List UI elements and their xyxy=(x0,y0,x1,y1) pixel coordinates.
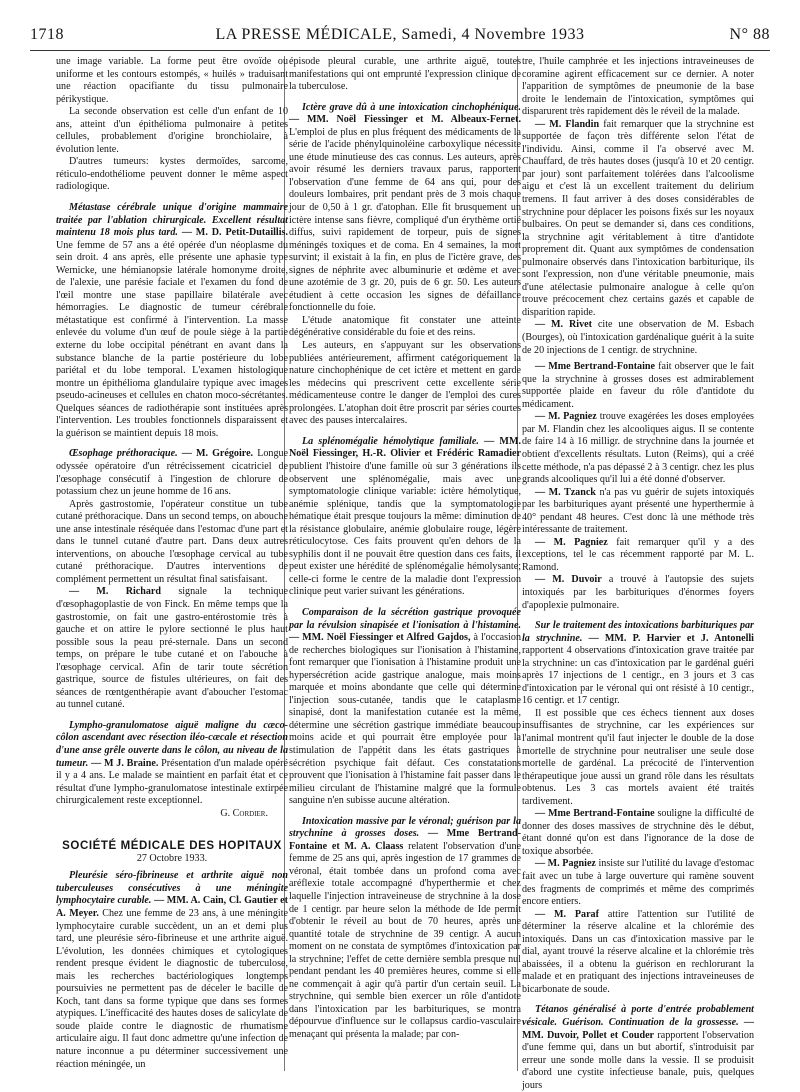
remark xyxy=(522,858,754,908)
article-author: — M. Grégoire. xyxy=(181,448,254,460)
remark xyxy=(522,319,754,357)
article-title: Tétanos généralisé à porte d'entrée probablement vésicale. Guérison. Continuation de la grossesse. xyxy=(522,1004,754,1029)
paragraph: La seconde observation est celle d'un enfant de 10 ans, atteint d'un épithélioma pulmonaire à petites cellules, probablement d'origine bronchiolaire, à évolution lente. xyxy=(56,106,288,155)
remark xyxy=(522,574,754,612)
remark xyxy=(522,537,754,575)
remark-text: attire l'attention sur l'utilité de déterminer la réserve alcaline et la chlorémie des intoxiqués. Dans un cas d'intoxication massive par le dial, ayant trouvé la réserve alcaline et la chlorémie très abaissées, il a obtenu la guérison en rechlorurant la malade et en pratiquant des injections intraveineuses de bicarbonate de soude. xyxy=(522,908,754,995)
article-author: — MM. Noël Fiessinger et Alfred Gajdos, xyxy=(289,632,471,644)
remark-author: — Mme Bertrand-Fontaine xyxy=(535,361,656,373)
article-title: Comparaison de la sécrétion gastrique provoquée par la révulsion sinapisée et l'ionisation à l'histamine. xyxy=(289,606,521,631)
remark xyxy=(522,808,754,858)
remark xyxy=(522,119,754,320)
article-title: Sur le traitement des intoxications barbituriques par la strychnine. xyxy=(522,620,754,644)
remark-author: — M. Pagniez xyxy=(535,858,596,870)
article xyxy=(56,870,288,1071)
remark-text: fait remarquer que la strychnine est supportée de façon très différente selon l'état de l'individu. Ainsi, comme il l'a observé avec M. Chauffard, de très hautes doses (jusqu'à 10 et 20 centigr. par jour) sont parfaitement tolérées dans l'alcoolisme aigu et c'est là un excellent traitement du delirium tremens. Il faut arriver à des doses considérables de strychnine pour déplacer les poisons fixés sur les noyaux bulbaires. On peut se demander si, dans ces conditions, la strychnine agit véritablement à titre d'antidote proprement dit. Quant aux symptômes de condensation pulmonaire observés dans l'intoxication barbiturique, ils sont l'expression, non d'une véritable pneumonie, mais d'une atélectasie pulmonaire analogue à celle qu'on trouve précocement chez certains gazés et capable de disparition rapide. xyxy=(522,118,754,318)
page-number: 1718 xyxy=(30,26,64,43)
article-title: Intoxication massive par le véronal; guérison par la strychnine à grosses doses. xyxy=(289,815,521,840)
society-date: 27 Octobre 1933. xyxy=(136,852,208,864)
article xyxy=(56,448,288,498)
article-author: — MM. Noël Fiessinger, H.-R. Olivier et Frédéric Ramadier xyxy=(289,435,522,460)
article-author: — MM. Duvoir, Pollet et Couder xyxy=(522,1017,754,1041)
article-title: Pleurésie séro-fibrineuse et arthrite aiguë non tuberculeuses consécutives à une méningite lymphocytaire curable. xyxy=(56,870,288,907)
article-author: — MM. P. Harvier et J. Antonelli xyxy=(588,632,754,644)
remark xyxy=(522,487,754,537)
remark-text: fait observer que le fait que la strychnine à grosses doses est admirablement supportée plaide en faveur du rôle d'antidote du médicament. xyxy=(522,361,755,410)
remark-author: — M. Tzanck xyxy=(535,486,596,498)
remark-author: — M. Pagniez xyxy=(535,411,597,423)
paragraph: une image variable. La forme peut être ovoïde ou uniforme et les contours estompés, « huilés » traduisant une réaction opacifiante du tissu pulmonaire périkystique. xyxy=(56,56,288,105)
paragraph: L'étude anatomique fit constater une atteinte dégénérative considérable du foie et des reins. xyxy=(289,314,521,339)
column-2 xyxy=(289,56,521,1071)
article xyxy=(56,720,288,808)
paragraph: Il est possible que ces échecs tiennent aux doses insuffisantes de strychnine, car les expériences sur l'animal montrent qu'il faut injecter le double de la dose mortelle de strychnine pour neutraliser une seule dose mortelle de gardénal. La précocité de l'intervention thérapeutique joue aussi un grand rôle dans les résultats obtenus. Les 3 cas mortels avaient été traités tardivement. xyxy=(522,707,754,807)
remark-author: — M. Rivet xyxy=(535,319,592,331)
remark-text: souligne la difficulté de donner des doses massives de strychnine dès le début, étant donné qu'on est dans l'ignorance de la dose de toxique absorbée. xyxy=(522,808,754,857)
header-rule xyxy=(30,50,770,51)
remark-author: — M. Flandin xyxy=(535,118,600,130)
article-text: Présentation d'un malade opéré il y a 4 ans. Le malade se maintient en parfait état et ce résultat d'une lympho-granulomatose intestinale extirpée chirurgicalement reste exceptionnel. xyxy=(56,757,288,807)
journal-title: LA PRESSE MÉDICALE, Samedi, 4 Novembre 1933 xyxy=(215,26,585,43)
article-text: rapportent 4 observations d'intoxication grave traitée par la strychnine: un cas d'intoxication par le gardénal guéri après 17 injections de 1 centigr., en 3 jours et 3 cas d'intoxication par le véronal qui ont résisté à 10 centigr., 16 centigr. et 17 centigr. xyxy=(522,645,754,707)
remark xyxy=(522,909,754,997)
article xyxy=(56,202,288,440)
article-author: — MM. A. Cain, Cl. Gautier et A. Meyer. xyxy=(56,895,288,919)
article xyxy=(522,620,754,708)
article xyxy=(289,816,521,1042)
remark-author: — M. Duvoir xyxy=(535,574,602,586)
article xyxy=(289,436,521,599)
article-text: à l'occasion de recherches biologiques sur l'ionisation à l'histamine, font remarquer que l'ionisation à l'histamine produit une hypersécrétion acide gastrique analogue, mais moins marquée et moins abondante que celle qui détermine l'injection sous-cutanée, tandis que le cataplasme sinapisé, dont la manifestation cutanée est la même, détermine une sécrétion gastrique immédiate beaucoup moins acide et qui pourrait être employée pour la stimulation de l'appétit dans les états gastriques à sécrétion psychique fait défaut. Ces constatations prouvent que l'ionisation à l'histamine fait passer dans le milieu circulant de l'histamine malgré que la formule sanguine n'en subisse aucune altération. xyxy=(289,632,521,807)
article-author: — MM. Noël Fiessinger et M. Albeaux-Fernet. xyxy=(289,114,521,126)
article-author: — M. D. Petit-Dutaillis. xyxy=(181,227,288,239)
remark xyxy=(522,411,754,486)
column-1 xyxy=(56,56,288,1071)
paragraph: tre, l'huile camphrée et les injections intraveineuses de coramine agirent efficacement sur ce dernier. A noter l'apparition de symptômes de pneumonie de la base droite le lendemain de l'intoxication, symptômes qui disparurent très rapidement dès le réveil de la malade. xyxy=(522,56,754,118)
article-title: Métastase cérébrale unique d'origine mammaire traitée par l'ablation chirurgicale. Excellent résultat maintenu 18 mois plus tard. xyxy=(56,202,288,239)
remark-text: cite une observation de M. Esbach (Bourges), où l'intoxication gardénalique guérit à la suite de 20 injections de 1 centigr. de strychnine. xyxy=(522,319,754,356)
remark-author: — M. Pagniez xyxy=(535,536,608,548)
paragraph: D'autres tumeurs: kystes dermoïdes, sarcome, réticulo-endothéliome peuvent donner le même aspect radiologique. xyxy=(56,156,288,193)
signature: G. Cordier. xyxy=(220,807,268,819)
remark-author: — M. Paraf xyxy=(535,908,599,920)
article-author: — Mme Bertrand-Fontaine et M. A. Claass xyxy=(289,828,521,852)
paragraph: épisode pleural curable, une arthrite aiguë, toutes manifestations qui ont emprunté l'expression clinique de la tuberculose. xyxy=(289,56,521,93)
article-title: Ictère grave dû à une intoxication cinchophénique. xyxy=(302,101,521,113)
society-heading: SOCIÉTÉ MÉDICALE DES HOPITAUX xyxy=(62,840,282,853)
article-text: L'emploi de plus en plus fréquent des médicaments de la série de l'acide phénylquinoléine carboxylique nécessite une étude minutieuse des cas connus. Les auteurs, après avoir résumé les derniers travaux parus, rapportent l'observation d'une femme de 64 ans qui, pour des douleurs lombaires, prit pendant près de 3 mois chaque jour de 0,50 à 1 gr. d'atophan. Elle fit brusquement un ictère intense sans fièvre, compliqué d'un érythème ortié diffus, suivi rapidement de torpeur, puis de signes méningés toxiques et de coma. En 4 semaines, la mort survint; il existait à la fin, en plus de l'ictère grave, des signes de néphrite avec albuminurie et œdème et avec une azotémie de 3 gr. 20, puis de 6 gr. 50. Les auteurs étudient à cette occasion les signes de défaillance fonctionnelle du foie. xyxy=(289,126,521,314)
article-text: publient l'histoire d'une famille où sur 3 générations ils observent une splénomégalie, mais avec une symptomatologie clinique variable: ictère hémolytique, anémie splénique, tandis que la symptomatologie hématique était presque toujours la même: diminution de la résistance globulaire, anémie globulaire rouge, légère réticulocytose. Ces faits prouvent qu'en dehors de la syphilis dont il ne pouvait être question dans ces faits, il peut exister une hérédité de splénomégalie hémolysante; celle-ci forme le centre de la maladie dont l'expression clinique peut varier suivant les générations. xyxy=(289,460,521,598)
article xyxy=(289,607,521,808)
article-text: relatent l'observation d'une femme de 25 ans qui, après ingestion de 17 grammes de véronal, était tombée dans un profond coma avec aréflexie totale accompagné d'hyperthermie et chez laquelle l'injection intraveineuse de strychnine à la dose de 1 centigr. par heure selon la méthode de Ide permit d'obtenir le réveil au bout de 70 heures, après une quantité totale de strychnine de 39 centigr. A aucun moment on ne constata de symptômes d'intoxication par la strychnine; l'effet de cette dernière sembla presque nul pendant pendant les 40 premières heures, comme si elle ne commençait à agir qu'à partir d'un certain seuil. La strychnine, qui semble bien exercer un rôle d'antidote dans l'intoxication par les barbituriques, se montra dépourvue d'influence sur le collapsus cardio-vasculaire menaçant qui présenta la malade; par con- xyxy=(289,840,521,1041)
article-text: Longue odyssée opératoire d'un rétrécissement cicatriciel de l'œsophage consécutif à l'ingestion de chlorure de potassium chez un jeune homme de 16 ans. xyxy=(56,448,289,498)
article xyxy=(522,1004,754,1092)
article-author: — M J. Braine. xyxy=(91,757,159,769)
remark-text: a trouvé à l'autopsie des sujets intoxiqués par les barbituriques d'énormes foyers d'apoplexie pulmonaire. xyxy=(522,574,754,611)
article xyxy=(56,586,288,711)
remark xyxy=(522,361,754,411)
article-text: Une femme de 57 ans a été opérée d'un néoplasme du sein droit. 4 ans après, elle présente une aphasie type Wernicke, une hémianopsie latérale homonyme droite, de l'alexie, une parésie faciale et l'examen du fond de l'œil montre une stase papillaire bilatérale avec hémorragies. Le diagnostic de tumeur cérébrale métastatique est confirmé à l'intervention. La masse enlevée du volume d'un œuf de poule siège à la partie externe du lobe occipital pénétrant en avant dans la substance blanche de la partie postérieure du lobe pariétal et du lobe temporal. L'examen histologique montre un épithélioma glandulaire typique avec images pseudo-acineuses et cellules en chaton moco-sécrétantes. Quelques séances de radiothérapie sont instituées après l'intervention. Les troubles fonctionnels disparaissent et la guérison se maintient depuis 18 mois. xyxy=(56,239,288,439)
column-3 xyxy=(522,56,755,1091)
remark-text: fait remarquer qu'il y a des exceptions, tel le cas récemment rapporté par M. L. Ramond. xyxy=(522,536,754,573)
article-title: Lympho-granulomatose aiguë maligne du cæco-côlon ascendant avec résection iléo-cæcale et résection d'une anse grêle ouverte dans le côlon, au niveau de la tumeur. xyxy=(56,719,288,769)
page-header xyxy=(30,26,770,46)
article-title: Œsophage préthoracique. xyxy=(69,448,178,460)
article xyxy=(289,102,521,315)
article-text: rapportent l'observation d'une femme qui, dans un but abortif, s'introduisit par erreur une sonde molle dans la vessie. Il se produisit d'abord une cystite infectieuse banale, puis, quelques jours xyxy=(522,1029,755,1091)
issue-number: N° 88 xyxy=(729,26,770,43)
paragraph: Les auteurs, en s'appuyant sur les observations publiées antérieurement, affirment catégoriquement la nature cinchophénique de cet ictère et mettent en garde les médecins qui prescrivent cette excellente série médicamenteuse contre le danger de l'emploi des cures prolongées. L'atophan doit être proscrit par séries courtes avec des pauses intercalaires. xyxy=(289,340,521,427)
remark-text: insiste sur l'utilité du lavage d'estomac fait avec un tube à large ouverture qui ramène souvent des fragments de comprimés et même des comprimés encore entiers. xyxy=(522,858,754,908)
paragraph: Après gastrostomie, l'opérateur constitue un tube cutané préthoracique. Dans un second temps, on abouche une anse intestinale réséquée dans l'estomac d'une part et dans le tunnel cutané d'autre part. Dans deux autres interventions, on abouche l'œsophage cervical au tube cutané préthoracique. D'autres interventions de complément permettent un résultat final satisfaisant. xyxy=(56,498,288,585)
remark-text: n'a pas vu guérir de sujets intoxiqués par les barbituriques ayant présenté une hyperthermie à 40° pendant 48 heures. C'est donc là une méthode très intéressante de traitement. xyxy=(522,486,754,536)
article-text: signale la technique d'œsophagoplastie de von Finck. En même temps que la gastrostomie, on fait une gastro-entérostomie très à gauche et on attire le pylore sectionné le plus haut possible sous la peau pré-sternale. Dans un second temps, on prépare le tube cutané et on l'abouche à l'œsophage cervical. Afin de tarir toute sécrétion gastrique, source de fistules ultérieures, on fait des séances de rœntgenthérapie avant d'aboucher l'estomac au tunnel cutané. xyxy=(56,586,288,711)
article-author: — M. Richard xyxy=(69,586,162,598)
article-title: La splénomégalie hémolytique familiale. xyxy=(302,435,479,447)
remark-text: trouve exagérées les doses employées par M. Flandin chez les alcooliques aigus. Il se contente de faire 14 à 16 milligr. de strychnine dans la journée et obtient d'excellents résultats. Luton (Reims), qui a créé cette méthode, n'a pas dépassé 2 à 3 centigr. chez les plus grands alcooliques qu'il lui a été donné d'observer. xyxy=(522,411,754,486)
remark-author: — Mme Bertrand-Fontaine xyxy=(535,808,655,820)
article-text: Chez une femme de 23 ans, à une méningite lymphocytaire curable succèdent, un an et demi plus tard, une pleurésie séro-fibrineuse et une arthrite aiguë. L'évolution, les données chimiques et cytologiques rendent presque évident le diagnostic de tuberculose, mais les recherches bactériologiques longtemps poursuivies ne permettent pas de déceler le bacille de Koch, tant dans sa forme typique que dans ses formes atypiques. L'inefficacité des hautes doses de salicylate de soude plaide contre le diagnostic de rhumatisme articulaire aigu. Il faut donc admettre qu'une infection de nature inconnue a pu déterminer successivement une réaction méningée, un xyxy=(56,908,288,1070)
